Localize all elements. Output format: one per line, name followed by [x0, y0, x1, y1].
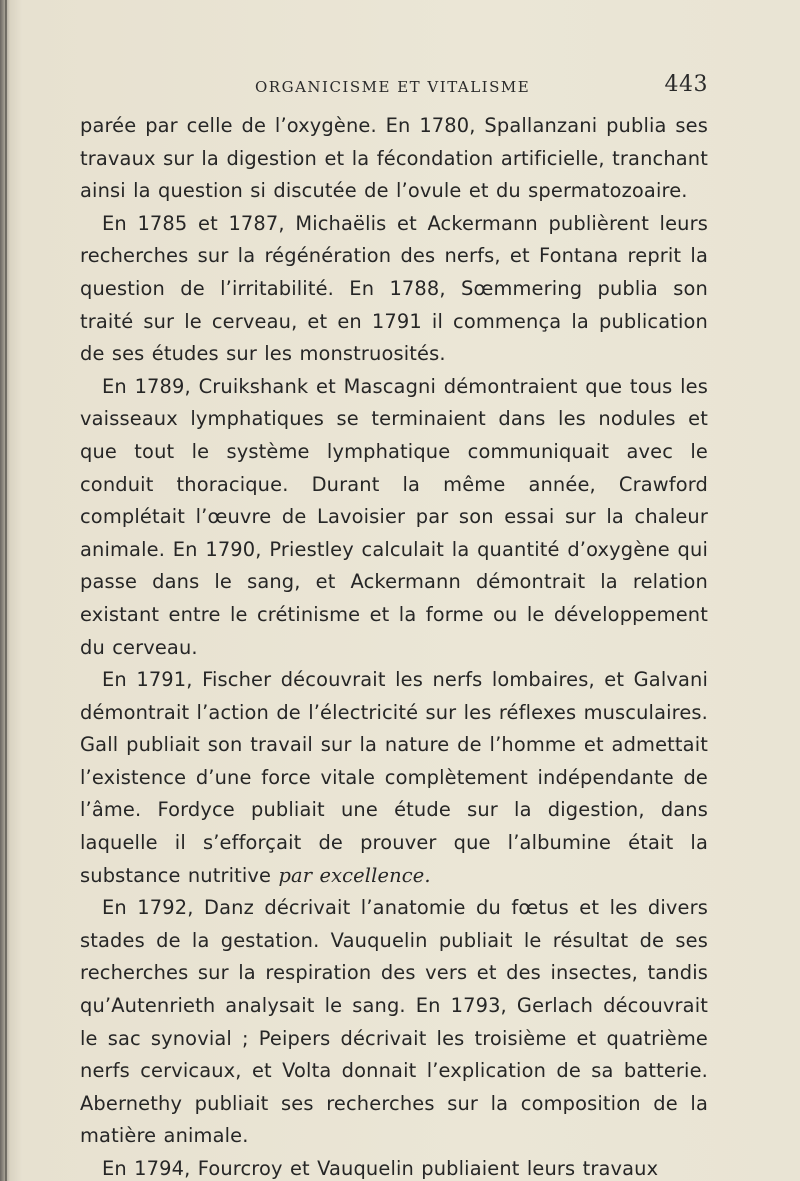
book-spine-shadow [5, 0, 7, 1181]
paragraph-5 [80, 892, 708, 1153]
paragraph-1 [80, 110, 708, 208]
paragraph-4-emphasis: par excellence. [278, 863, 431, 887]
paragraph-2 [80, 208, 708, 371]
paragraph-5-text: En 1792, Danz décrivait l’anatomie du fœtus et les divers stades de la gestation. Vauquelin publiait le résultat de ses recherches sur la respiration des vers et des insectes, tandis qu’Autenrieth analysait le sang. En 1793, Gerlach découvrait le sac synovial ; Peipers décrivait les troisième et quatrième nerfs cervicaux, et Volta donnait l’explication de sa batterie. Abernethy publiait ses recherches sur la composition de la matière animale. [80, 896, 708, 1148]
paragraph-1-text: parée par celle de l’oxygène. En 1780, Spallanzani publia ses travaux sur la digestion et la fécondation artificielle, tranchant ainsi la question si discutée de l’ovule et du spermatozoaire. [80, 114, 708, 203]
paragraph-6-text: En 1794, Fourcroy et Vauquelin publiaient leurs travaux [102, 1157, 659, 1180]
paragraph-4 [80, 664, 708, 892]
paragraph-3-text: En 1789, Cruikshank et Mascagni démontraient que tous les vaisseaux lymphatiques se terminaient dans les nodules et que tout le système lymphatique communiquait avec le conduit thoracique. Durant la même année, Crawford complétait l’œuvre de Lavoisier par son essai sur la chaleur animale. En 1790, Priestley calculait la quantité d’oxygène qui passe dans le sang, et Ackermann démontrait la relation existant entre le crétinisme et la forme ou le développement du cerveau. [80, 374, 708, 659]
page-number: 443 [664, 72, 708, 97]
paragraph-4-text: En 1791, Fischer découvrait les nerfs lombaires, et Galvani démontrait l’action de l’électricité sur les réflexes musculaires. Gall publiait son travail sur la nature de l’homme et admettait l’existence d’une force vitale complètement indépendante de l’âme. Fordyce publiait une étude sur la digestion, dans laquelle il s’efforçait de prouver que l’albumine était la substance nutritive [80, 668, 708, 887]
page-header [80, 72, 708, 102]
running-title: ORGANICISME ET VITALISME [255, 78, 531, 96]
paragraph-6 [80, 1153, 708, 1181]
paragraph-3 [80, 371, 708, 664]
body-text [80, 110, 708, 1181]
paragraph-2-text: En 1785 et 1787, Michaëlis et Ackermann publièrent leurs recherches sur la régénération des nerfs, et Fontana reprit la question de l’irritabilité. En 1788, Sœmmering publia son traité sur le cerveau, et en 1791 il commença la publication de ses études sur les monstruosités. [80, 211, 708, 366]
